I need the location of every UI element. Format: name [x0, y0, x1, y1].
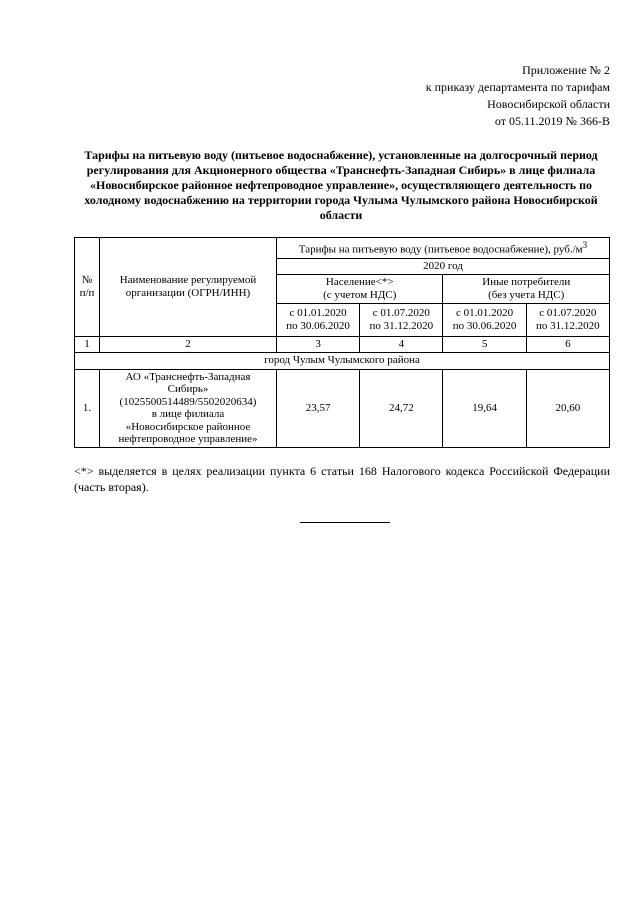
tariff-other-h1: 19,64: [443, 369, 526, 447]
header-period-4: [526, 303, 609, 336]
period-3-from: с 01.01.2020: [456, 306, 514, 319]
header-period-2: [360, 303, 443, 336]
column-number: 6: [526, 336, 609, 352]
tariff-other-h2: 20,60: [526, 369, 609, 447]
appendix-region: Новосибирской области: [487, 97, 610, 111]
column-number: 2: [100, 336, 277, 352]
header-other-label: Иные потребители: [482, 275, 571, 288]
tariff-population-h2: 24,72: [360, 369, 443, 447]
org-line: нефтепроводное управление»: [118, 433, 258, 446]
header-row-1: [75, 238, 610, 259]
document-title: Тарифы на питьевую воду (питьевое водоснабжение), установленные на долгосрочный период регулирования для Акционерного общества «Транснефть-Западная Сибирь» в лице филиала «Новосибирское районное нефтепроводное управление», осуществляющего деятельность по холодному водоснабжению на территории города Чулыма Чулымского района Новосибирской области: [84, 148, 598, 222]
column-number: 5: [443, 336, 526, 352]
period-4-to: по 31.12.2020: [536, 319, 600, 332]
appendix-order-ref: к приказу департамента по тарифам: [425, 80, 610, 94]
header-period-3: [443, 303, 526, 336]
period-2-from: с 01.07.2020: [372, 306, 430, 319]
appendix-header: [426, 62, 610, 130]
tariff-population-h1: 23,57: [277, 369, 360, 447]
header-period-1: [277, 303, 360, 336]
header-tariff: [277, 238, 610, 259]
header-population-vat: (с учетом НДС): [323, 288, 397, 301]
separator-line: [300, 522, 390, 523]
header-year: 2020 год: [277, 258, 610, 274]
org-name: [100, 369, 277, 447]
header-other: [443, 274, 610, 303]
column-numbers-row: [75, 336, 610, 352]
tariffs-table: [74, 237, 610, 448]
org-line: «Новосибирское районное: [125, 420, 251, 433]
header-tariff-text: Тарифы на питьевую воду (питьевое водоснабжение), руб./м: [298, 243, 583, 256]
period-3-to: по 30.06.2020: [452, 319, 517, 332]
header-org: Наименование регулируемой организации (ОГРН/ИНН): [100, 238, 277, 337]
period-1-to: по 30.06.2020: [286, 319, 350, 332]
header-num: № п/п: [75, 238, 100, 337]
row-number: 1.: [75, 369, 100, 447]
table-row: [75, 369, 610, 447]
column-number: 3: [277, 336, 360, 352]
org-line: в лице филиала: [151, 408, 225, 421]
org-line: АО «Транснефть-Западная: [125, 370, 251, 383]
period-4-from: с 01.07.2020: [539, 306, 597, 319]
header-population-label: Население<*>: [325, 275, 394, 288]
org-line: Сибирь»: [167, 383, 209, 396]
header-population: [277, 274, 443, 303]
footnote: <*> выделяется в целях реализации пункта 6 статьи 168 Налогового кодекса Российской Федерации (часть вторая).: [74, 464, 610, 494]
column-number: 1: [75, 336, 100, 352]
column-number: 4: [360, 336, 443, 352]
appendix-date: от 05.11.2019 № 366-В: [494, 114, 610, 128]
district-name: город Чулым Чулымского района: [75, 352, 610, 369]
period-2-to: по 31.12.2020: [369, 319, 434, 332]
district-row: [75, 352, 610, 369]
org-line: (1025500514489/5502020634): [119, 395, 257, 408]
period-1-from: с 01.01.2020: [289, 306, 347, 319]
header-tariff-unit-sup: 3: [582, 240, 588, 250]
appendix-number: Приложение № 2: [522, 63, 610, 77]
header-other-vat: (без учета НДС): [488, 288, 565, 301]
